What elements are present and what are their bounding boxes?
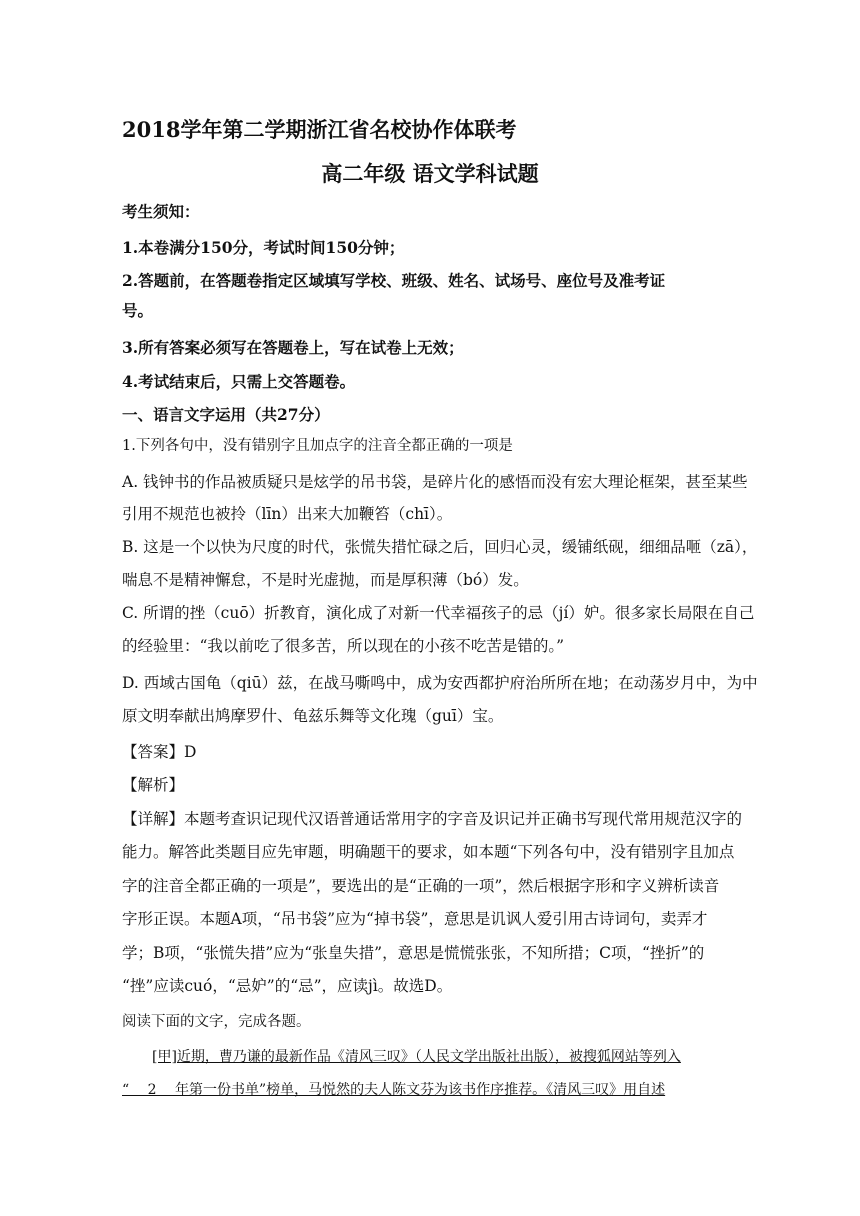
notice-item: 3.所有答案必须写在答题卷上，写在试卷上无效； xyxy=(122,338,464,357)
detail-line: 字形正误。本题A项，“吊书袋”应为“掉书袋”，意思是讥讽人爱引用古诗词句，卖弄才 xyxy=(122,910,708,928)
option-a-line2: 引用不规范也被拎（līn）出来大加鞭笞（chī）。 xyxy=(122,505,453,523)
detail-line: 学；B项，“张慌失措”应为“张皇失措”，意思是慌慌张张，不知所措；C项，“挫折”的 xyxy=(122,944,705,962)
detail-line: 能力。解答此类题目应先审题，明确题干的要求，如本题“下列各句中，没有错别字且加点 xyxy=(122,843,735,861)
reading-prompt: 阅读下面的文字，完成各题。 xyxy=(122,1014,311,1030)
analysis-label: 【解析】 xyxy=(122,776,185,794)
notice-item: 4.考试结束后，只需上交答题卷。 xyxy=(122,372,356,391)
detail-line: 【详解】本题考查识记现代汉语普通话常用字的字音及识记并正确书写现代常用规范汉字的 xyxy=(122,810,743,828)
notice-item: 2.答题前，在答题卷指定区域填写学校、班级、姓名、试场号、座位号及准考证 xyxy=(122,271,666,290)
exam-title-line2: 高二年级 语文学科试题 xyxy=(321,161,539,186)
detail-line: “挫”应读cuó，“忌妒”的“忌”，应读jì。故选D。 xyxy=(122,977,453,995)
option-c-line1: C. 所谓的挫（cuō）折教育，演化成了对新一代幸福孩子的忌（jí）妒。很多家长局限在自己 xyxy=(122,604,755,622)
passage-line: [甲]近期，曹乃谦的最新作品《清风三叹》（人民文学出版社出版），被搜狐网站等列入 xyxy=(152,1049,681,1065)
exam-title-line1: 2018学年第二学期浙江省名校协作体联考 xyxy=(122,117,517,142)
option-c-line2: 的经验里：“我以前吃了很多苦，所以现在的小孩不吃苦是错的。” xyxy=(122,637,565,655)
passage-line: “ 2 年第一份书单”榜单，马悦然的夫人陈文芬为该书作序推荐。《清风三叹》用自述 xyxy=(122,1082,666,1098)
option-d-line2: 原文明奉献出鸠摩罗什、龟兹乐舞等文化瑰（guī）宝。 xyxy=(122,707,504,725)
notice-item: 1.本卷满分150分，考试时间150分钟； xyxy=(122,238,405,257)
section-heading: 一、语言文字运用（共27分） xyxy=(122,405,330,424)
option-b-line2: 喘息不是精神懈怠，不是时光虚抛，而是厚积薄（bó）发。 xyxy=(122,571,529,589)
answer: 【答案】D xyxy=(122,743,197,761)
notice-item: 号。 xyxy=(122,301,154,320)
detail-line: 字的注音全都正确的一项是”，要选出的是“正确的一项”，然后根据字形和字义辨析读音 xyxy=(122,877,720,895)
option-d-line1: D. 西域古国龟（qiū）兹，在战马嘶鸣中，成为安西都护府治所所在地；在动荡岁月中，为中 xyxy=(122,674,758,692)
option-b-line1: B. 这是一个以快为尺度的时代，张慌失措忙碌之后，回归心灵，缓铺纸砚，细细品咂（zā）， xyxy=(122,538,758,556)
question-stem: 1.下列各句中，没有错别字且加点字的注音全都正确的一项是 xyxy=(122,438,513,454)
notice-heading: 考生须知： xyxy=(122,202,200,221)
option-a-line1: A. 钱钟书的作品被质疑只是炫学的吊书袋，是碎片化的感悟而没有宏大理论框架，甚至某些 xyxy=(122,473,748,491)
